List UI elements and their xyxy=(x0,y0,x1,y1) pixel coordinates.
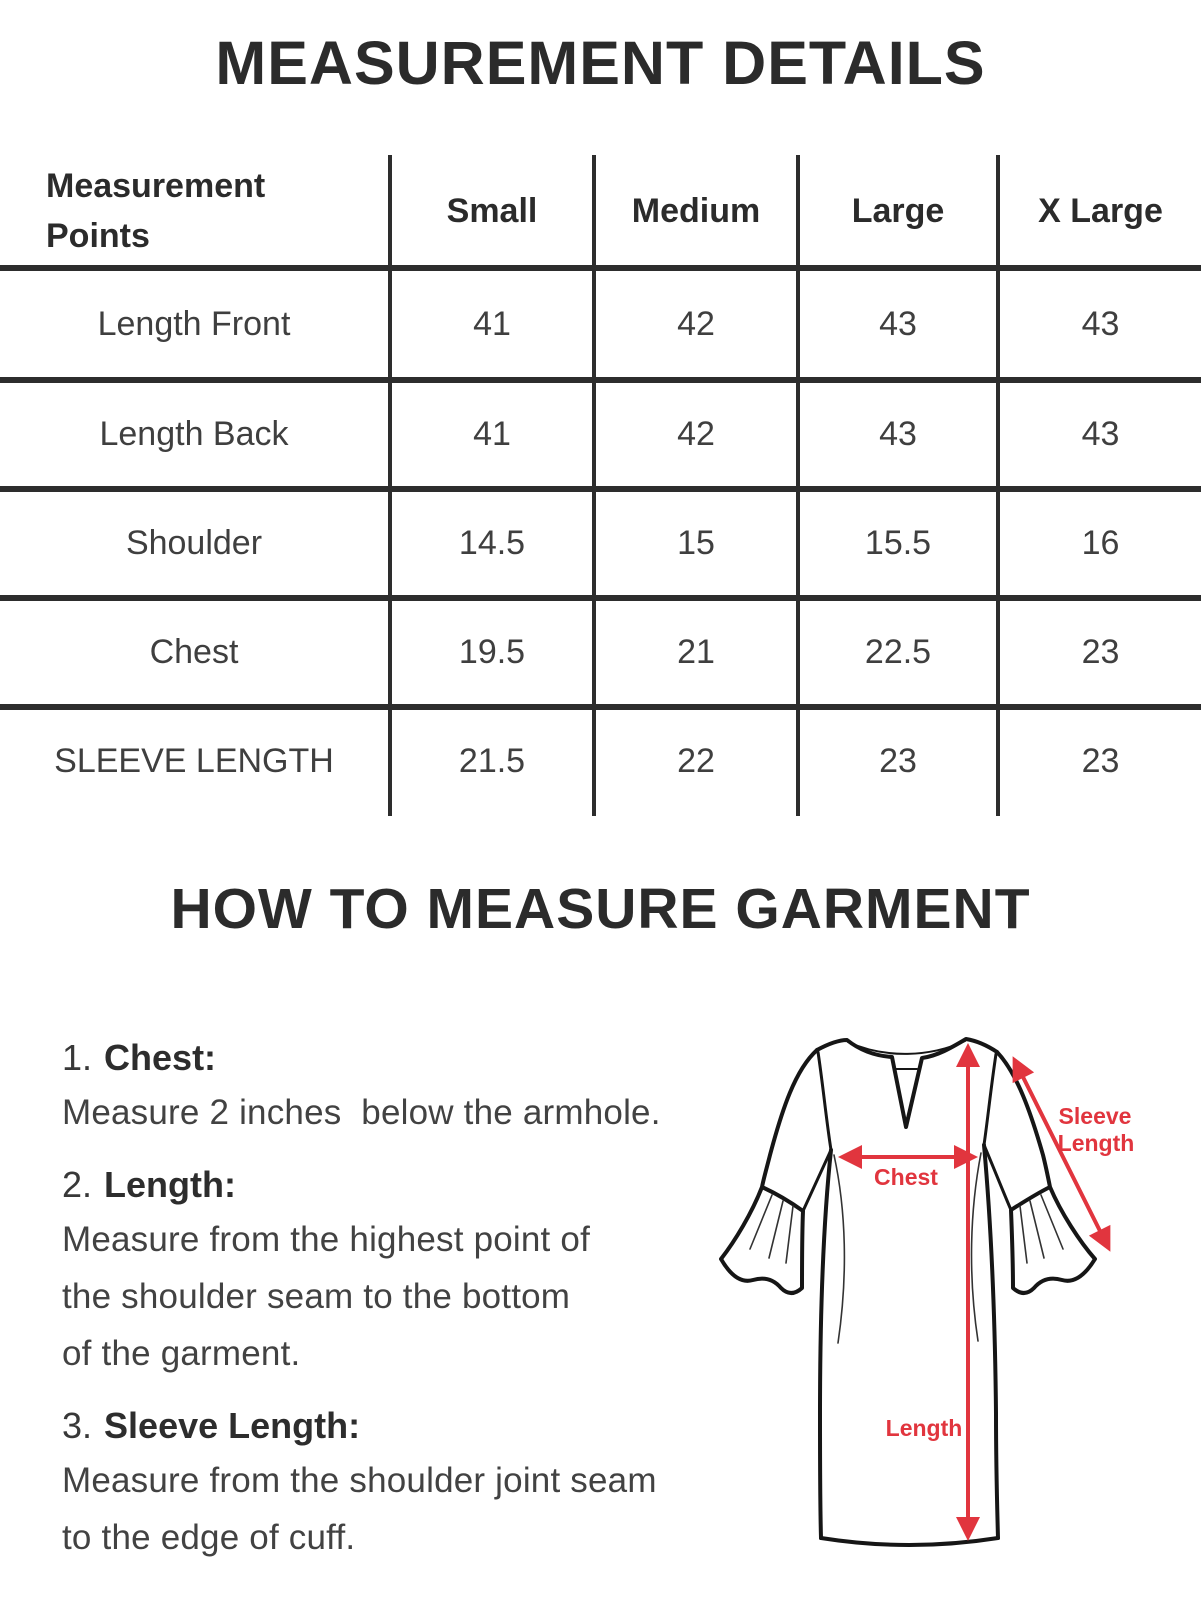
body-left-edge xyxy=(820,1150,831,1538)
cell-length-back-medium: 42 xyxy=(596,380,800,489)
instruction-text-line: Measure from the highest point of xyxy=(62,1220,590,1259)
cell-shoulder-xlarge: 16 xyxy=(1081,524,1120,562)
table-header-x-large: X Large xyxy=(1038,192,1163,230)
chest-arrow-label: Chest xyxy=(874,1164,938,1190)
cell-chest-xlarge: 23 xyxy=(1081,633,1120,671)
row-label-chest: Chest xyxy=(0,598,392,707)
instruction-heading xyxy=(62,1404,722,1448)
cell-sleeve-length-small: 21.5 xyxy=(392,707,596,816)
row-label-length-back: Length Back xyxy=(0,380,392,489)
row-label-length-front: Length Front xyxy=(0,268,392,380)
instruction-heading xyxy=(62,1163,722,1207)
instruction-label: Length: xyxy=(104,1164,236,1205)
dress-outline-drawing xyxy=(721,1039,1095,1545)
instruction-text-line: to the edge of cuff. xyxy=(62,1518,356,1557)
left-armhole-seam xyxy=(818,1052,831,1150)
cell-length-front-xlarge: 43 xyxy=(1081,304,1120,343)
instruction-text-line: of the garment. xyxy=(62,1334,301,1373)
measurement-table xyxy=(0,155,1201,816)
instruction-label: Chest: xyxy=(104,1037,217,1078)
cell-chest-small: 19.5 xyxy=(392,598,596,707)
table-rule-1 xyxy=(0,377,1201,383)
right-sleeve-path xyxy=(997,1052,1095,1293)
table-rule-under-header xyxy=(0,265,1201,271)
table-header-measurement-points xyxy=(0,155,392,268)
table-rule-2 xyxy=(0,486,1201,492)
row-label-sleeve-length: SLEEVE LENGTH xyxy=(0,707,392,816)
instruction-number: 2. xyxy=(62,1164,93,1205)
cell-length-back-small: 41 xyxy=(392,380,596,489)
cell-length-front-medium: 42 xyxy=(596,268,800,380)
cell-length-back-xlarge: 43 xyxy=(1081,415,1120,453)
sleeve-length-arrow-label-line2: Length xyxy=(1057,1130,1135,1156)
cell-sleeve-length-medium: 22 xyxy=(596,707,800,816)
left-cuff-gathers xyxy=(750,1195,793,1263)
table-header-label: Measurement Points xyxy=(46,167,266,255)
right-princess-seam xyxy=(972,1153,981,1341)
cell-chest-medium: 21 xyxy=(596,598,800,707)
table-rule-3 xyxy=(0,595,1201,601)
cell-shoulder-large: 15.5 xyxy=(800,489,1000,598)
instruction-heading xyxy=(62,1036,722,1080)
cell-length-front-large: 43 xyxy=(800,268,1000,380)
hem-path xyxy=(821,1538,998,1545)
table-header-small: Small xyxy=(392,155,596,268)
sleeve-length-arrow-label-line1: Sleeve xyxy=(1058,1103,1132,1129)
cell-shoulder-small: 14.5 xyxy=(392,489,596,598)
cell-chest-large: 22.5 xyxy=(800,598,1000,707)
instruction-length xyxy=(62,1163,722,1382)
instruction-label: Sleeve Length: xyxy=(104,1405,361,1446)
garment-diagram xyxy=(690,995,1201,1565)
cell-shoulder-medium: 15 xyxy=(596,489,800,598)
instruction-text-line: the shoulder seam to the bottom xyxy=(62,1277,571,1316)
cell-sleeve-length-xlarge: 23 xyxy=(1081,742,1120,780)
length-arrow-label: Length xyxy=(885,1415,963,1441)
right-armhole-seam xyxy=(984,1054,996,1145)
table-header-medium: Medium xyxy=(596,155,800,268)
instruction-number: 1. xyxy=(62,1037,93,1078)
instruction-number: 3. xyxy=(62,1405,93,1446)
page-title: MEASUREMENT DETAILS xyxy=(215,29,986,97)
table-rule-4 xyxy=(0,704,1201,710)
instruction-chest xyxy=(62,1036,722,1141)
body-right-edge xyxy=(984,1145,998,1538)
left-princess-seam xyxy=(834,1155,844,1343)
row-label-shoulder: Shoulder xyxy=(0,489,392,598)
instruction-text-line: Measure 2 inches below the armhole. xyxy=(62,1093,661,1132)
instruction-sleeve-length xyxy=(62,1404,722,1566)
table-header-large: Large xyxy=(800,155,1000,268)
instruction-text-line: Measure from the shoulder joint seam xyxy=(62,1461,657,1500)
cell-sleeve-length-large: 23 xyxy=(800,707,1000,816)
section-title-how-to-measure: HOW TO MEASURE GARMENT xyxy=(170,877,1031,941)
measuring-instructions xyxy=(62,1036,722,1588)
cell-length-front-small: 41 xyxy=(392,268,596,380)
cell-length-back-large: 43 xyxy=(800,380,1000,489)
